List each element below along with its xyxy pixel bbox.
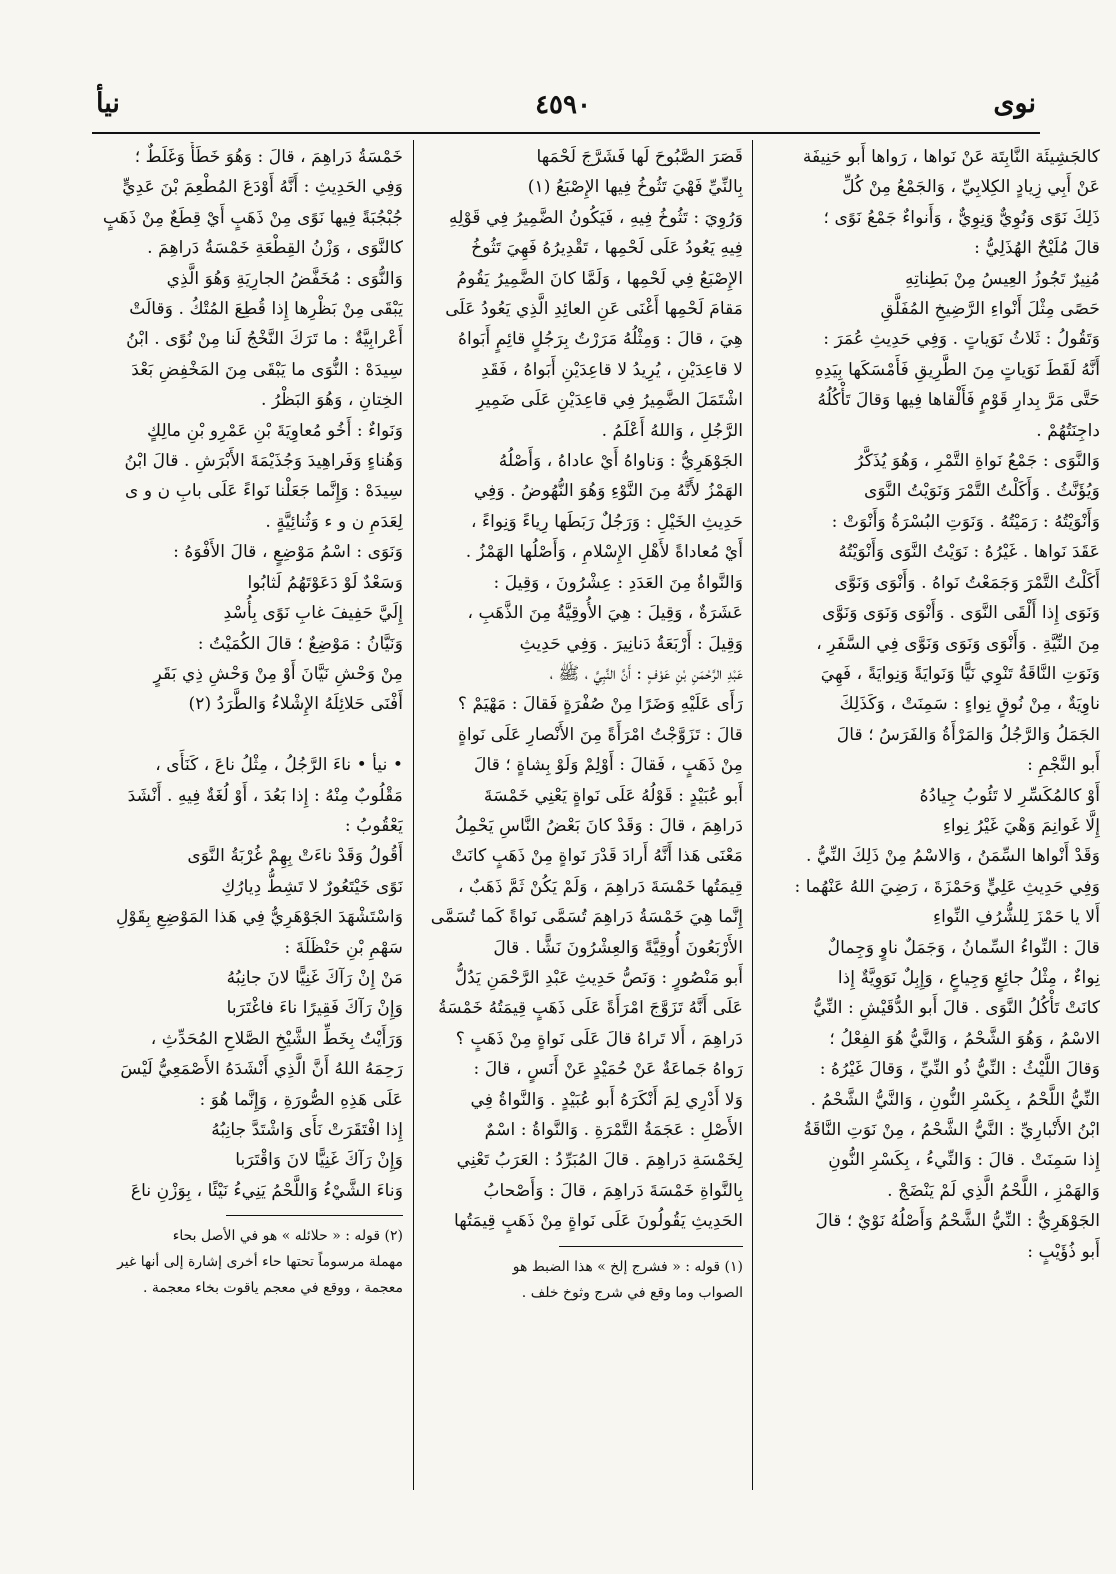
column-divider-left	[413, 140, 414, 1490]
footnote-rule-left	[226, 1215, 403, 1216]
column-left-text: خَمْسَةُ دَراهِمَ ، قالَ : وَهُوَ خَطَأٌ وَغَلَطٌ ؛ وَفِي الحَدِيثِ : أَنَّهُ أَوْدَعَ المُطْعِمَ بْنَ عَدِيٍّ جُبْجُبَةً فِيها نَوًى مِنْ ذَهَبٍ أَيْ قِطَعٌ مِنْ ذَهَبٍ كالنَّوَى ، وَزْنُ القِطْعَةِ خَمْسَةُ دَراهِمَ . وَالنُّوَى : مُخَفَّضُ الجارِيَةِ وَهُوَ الَّذِي يَبْقَى مِنْ بَظْرِها إِذا قُطِعَ المُتْكُ . وَقالَتْ أَعْرابِيَّةٌ : ما تَرَكَ النَّخْجُ لَنا مِنْ نُوًى . ابْنُ سِيدَهْ : النُّوَى ما يَبْقَى مِنَ المَخْفِضِ بَعْدَ الخِتانِ ، وَهُوَ البَظْرُ . وَنَواءٌ : أَخُو مُعاوِيَةَ بْنِ عَمْرِو بْنِ مالِكٍ وَهُناءٍ وَفَراهِيدَ وَجُذَيْمَةَ الأَبْرَشِ . قالَ ابْنُ سِيدَهْ : وَإِنَّما جَعَلْنا نَواءً عَلَى بابِ ن و ى لِعَدَمِ ن و ء وَثُنائِيَّةٍ . وَنَوَى : اسْمُ مَوْضِعٍ ، قالَ الأَفْوَهُ : وَسَعْدٌ لَوْ دَعَوْتَهُمُ لَثابُوا إِلَيَّ حَفِيفَ غابِ نَوًى بِأُسْدِ وَنَيَّانُ : مَوْضِعٌ ؛ قالَ الكُمَيْتُ : مِنْ وَحْشِ نَيَّانَ أَوْ مِنْ وَحْشِ ذِي بَقَرٍ أَفْنَى حَلائِلَهُ الإِشْلاءُ وَالطَّرَدُ (٢) • نيأ • ناءَ الرَّجُلُ ، مِثْلُ ناعَ ، كَنَأَى ، مَقْلُوبٌ مِنْهُ : إِذا بَعُدَ ، أَوْ لُغَةٌ فِيهِ . أَنْشَدَ يَعْقُوبُ : أَقُولُ وَقَدْ ناءَتْ بِهِمْ غُرْبَةُ النَّوَى نَوًى خَيْتَعُورٌ لا تَشِطُّ دِيارُكِ وَاسْتَشْهَدَ الجَوْهَرِيُّ فِي هَذا المَوْضِعِ بِقَوْلِ سَهْمِ بْنِ حَنْظَلَةَ : مَنْ إِنْ رَآكَ غَنِيًّا لانَ جانِبُهُ وَإِنْ رَآكَ فَقِيرًا ناءَ فاغْتَرَبا وَرَأَيْتُ بِخَطِّ الشَّيْخِ الصَّلاحِ المُحَدِّثِ ، رَحِمَهُ اللهُ أَنَّ الَّذِي أَنْشَدَهُ الأَصْمَعِيُّ لَيْسَ عَلَى هَذِهِ الصُّورَةِ ، وَإِنَّما هُوَ : إِذا افْتَقَرَتْ نَأَى وَاشْتَدَّ جانِبُهُ وَإِنْ رَآكَ غَنِيًّا لانَ وَاقْتَرَبا وَناءَ الشَّيْءُ وَاللَّحْمُ يَنِيءُ نَيْئًا ، بِوَزْنِ ناعَ	[102, 147, 403, 1201]
column-divider-right	[752, 140, 753, 1490]
column-right-text: كالجَشِيئَة النَّابِتَة عَنْ نَواها ، رَواها أَبو حَنِيفَة عَنْ أَبِي زِيادٍ الكِلابِيِّ ، وَالجَمْعُ مِنْ كُلِّ ذَلِكَ نَوًى وَنُوِيٌّ وَنِوِيٌّ ، وَأَنواءٌ جَمْعُ نَوًى ؛ قالَ مُلَيْحٌ الهُذَلِيُّ : مُنِيرٌ تَجُوزُ العِيسُ مِنْ بَطِناتِهِ حَصًى مِثْلَ أَنْواءِ الرَّضِيخِ المُفَلَّقِ وَتَقُولُ : ثَلاثُ نَوَياتٍ . وَفِي حَدِيثِ عُمَرَ : أَنَّهُ لَقَطَ نَوَياتٍ مِنَ الطَّرِيقِ فَأَمْسَكَها بِيَدِهِ حَتَّى مَرَّ بِدارِ قَوْمٍ فَأَلْقاها فِيها وَقالَ تَأْكُلُهُ داجِنَتُهُمْ . وَالنَّوَى : جَمْعُ نَواةِ التَّمْرِ ، وَهُوَ يُذَكَّرُ وَيُؤَنَّثُ . وَأَكَلْتُ التَّمْرَ وَنَوَيْتُ النَّوَى وَأَنْوَيْتُهُ : رَمَيْتُهُ . وَنَوَتِ البُسْرَةُ وَأَنْوَتْ : عَقَدَ نَواها . غَيْرُهُ : نَوَيْتُ النَّوَى وَأَنْوَيْتُهُ أَكَلْتُ التَّمْرَ وَجَمَعْتُ نَواهُ . وَأَنْوَى وَنَوَّى وَنَوَى إِذا أَلْقَى النَّوَى . وَأَنْوَى وَنَوَى وَنَوَّى مِنَ النِّيَّةِ . وَأَنْوَى وَنَوَى وَنَوَّى فِي السَّفَرِ ، وَنَوَتِ النَّاقَةُ تَنْوِي نَيًّا وَنَوايَةً وَنِوايَةً ، فَهِيَ ناوِيَةٌ ، مِنْ نُوقٍ نِواءٍ : سَمِنَتْ ، وَكَذَلِكَ الجَمَلُ وَالرَّجُلُ وَالمَرْأَةُ وَالفَرَسُ ؛ قالَ أَبو النَّجْمِ : أَوْ كالمُكَسِّرِ لا تَئُوبُ جِيادُهُ إِلَّا غَوانِمَ وَهْيَ غَيْرُ نِواءِ وَقَدْ أَنْواها السِّمَنُ ، وَالاسْمُ مِنْ ذَلِكَ النِّيُّ . وَفِي حَدِيثِ عَلِيٍّ وَحَمْزَةَ ، رَضِيَ اللهُ عَنْهُما : أَلا يا حَمْزَ لِلشُّرُفِ النِّواءِ قالَ : النِّواءُ السِّمانُ ، وَجَمَلٌ ناوٍ وَجِمالٌ نِواءٌ ، مِثْلُ جائِعٍ وَجِياعٍ ، وَإِبِلٌ نَوَوِيَّةٌ إِذا كانَتْ تَأْكُلُ النَّوَى . قالَ أَبو الدُّقَيْشِ : النِّيُّ الاسْمُ ، وَهُوَ الشَّحْمُ ، وَالنَّيُّ هُوَ الفِعْلُ ؛ وَقالَ اللَّيْثُ : النِّيُّ ذُو النِّيِّ ، وَقالَ غَيْرُهُ : النِّيُّ اللَّحْمُ ، بِكَسْرِ النُّونِ ، وَالنَّيُّ الشَّحْمُ . ابْنُ الأَنْبارِيِّ : النَّيُّ الشَّحْمُ ، مِنْ نَوَتِ النَّاقَةُ إِذا سَمِنَتْ . قالَ : وَالنِّيءُ ، بِكَسْرِ النُّونِ وَالهَمْزِ ، اللَّحْمُ الَّذِي لَمْ يَنْضَجْ . الجَوْهَرِيُّ : النِّيُّ الشَّحْمُ وَأَصْلُهُ نَوْيٌ ؛ قالَ أَبو ذُؤَيْبٍ :	[794, 147, 1100, 1262]
footnote-1: (١) قوله : « فشرج إلخ » هذا الضبط هو الصواب وما وقع في شرج وثوخ خلف .	[512, 1258, 743, 1301]
column-middle	[425, 142, 743, 1306]
column-left	[97, 142, 403, 1301]
footnote-2: (٢) قوله : « حلائله » هو في الأصل بحاء مهملة مرسوماً تحتها حاء أخرى إشارة إلى أنها غير معجمة ، ووقع في معجم ياقوت بخاء معجمة .	[117, 1228, 403, 1297]
column-right	[762, 142, 1100, 1267]
footnote-rule-middle	[559, 1246, 743, 1247]
page-number: ٤٥٩٠	[535, 90, 591, 120]
column-middle-text: قَصَرَ الصَّبُوحَ لَها فَشَرَّجَ لَحْمَها بِالنِّيِّ فَهْيَ تَثُوخُ فِيها الإِصْبَعُ (١) وَرُوِيَ : تَثُوخُ فِيهِ ، فَيَكُونُ الضَّمِيرُ فِي قَوْلِهِ فِيهِ يَعُودُ عَلَى لَحْمِها ، تَقْدِيرُهُ فَهِيَ تَثُوخُ الإِصْبَعُ فِي لَحْمِها ، وَلَمَّا كانَ الضَّمِيرُ يَقُومُ مَقامَ لَحْمِها أَغْنَى عَنِ العائِدِ الَّذِي يَعُودُ عَلَى هِيَ ، قالَ : وَمِثْلُهُ مَرَرْتُ بِرَجُلٍ قائِمٍ أَبَواهُ لا قاعِدَيْنِ ، يُرِيدُ لا قاعِدَيْنِ أَبَواهُ ، فَقَدِ اشْتَمَلَ الضَّمِيرُ فِي قاعِدَيْنِ عَلَى ضَمِيرِ الرَّجُلِ ، وَاللهُ أَعْلَمُ . الجَوْهَرِيُّ : وَناواهُ أَيْ عاداهُ ، وَأَصْلُهُ الهَمْزُ لأَنَّهُ مِنَ النَّوْءِ وَهُوَ النُّهُوضُ . وَفِي حَدِيثِ الخَيْلِ : وَرَجُلٌ رَبَطَها رِياءً وَنِواءً ، أَيْ مُعاداةً لأَهْلِ الإِسْلامِ ، وَأَصْلُها الهَمْزُ . وَالنَّواةُ مِنَ العَدَدِ : عِشْرُونَ ، وَقِيلَ : عَشَرَةٌ ، وَقِيلَ : هِيَ الأُوقِيَّةُ مِنَ الذَّهَبِ ، وَقِيلَ : أَرْبَعَةُ دَنانِيرَ . وَفِي حَدِيثِ عَبْدِ الرَّحْمَنِ بْنِ عَوْفٍ : أَنَّ النَّبِيَّ ، ﷺ ، رَأَى عَلَيْهِ وَضَرًا مِنْ صُفْرَةٍ فَقالَ : مَهْيَمْ ؟ قالَ : تَزَوَّجْتُ امْرَأَةً مِنَ الأَنْصارِ عَلَى نَواةٍ مِنْ ذَهَبٍ ، فَقالَ : أَوْلِمْ وَلَوْ بِشاةٍ ؛ قالَ أَبو عُبَيْدٍ : قَوْلُهُ عَلَى نَواةٍ يَعْنِي خَمْسَةَ دَراهِمَ ، قالَ : وَقَدْ كانَ بَعْضُ النَّاسِ يَحْمِلُ مَعْنَى هَذا أَنَّهُ أَرادَ قَدْرَ نَواةٍ مِنْ ذَهَبٍ كانَتْ قِيمَتُها خَمْسَةَ دَراهِمَ ، وَلَمْ يَكُنْ ثَمَّ ذَهَبٌ ، إِنَّما هِيَ خَمْسَةُ دَراهِمَ تُسَمَّى نَواةً كَما تُسَمَّى الأَرْبَعُونَ أُوقِيَّةً وَالعِشْرُونَ نَشًّا . قالَ أَبو مَنْصُورٍ : وَنَصُّ حَدِيثِ عَبْدِ الرَّحْمَنِ يَدُلُّ عَلَى أَنَّهُ تَزَوَّجَ امْرَأَةً عَلَى ذَهَبٍ قِيمَتُهُ خَمْسَةُ دَراهِمَ ، أَلا تَراهُ قالَ عَلَى نَواةٍ مِنْ ذَهَبٍ ؟ رَواهُ جَماعَةٌ عَنْ حُمَيْدٍ عَنْ أَنَسٍ ، قالَ : وَلا أَدْرِي لِمَ أَنْكَرَهُ أَبو عُبَيْدٍ . وَالنَّواةُ فِي الأَصْلِ : عَجَمَةُ التَّمْرَةِ . وَالنَّواةُ : اسْمٌ لِخَمْسَةِ دَراهِمَ . قالَ المُبَرِّدُ : العَرَبُ تَعْنِي بِالنَّواةِ خَمْسَةَ دَراهِمَ ، قالَ : وَأَصْحابُ الحَدِيثِ يَقُولُونَ عَلَى نَواةٍ مِنْ ذَهَبٍ قِيمَتُها	[430, 147, 743, 1232]
running-head	[90, 88, 1036, 128]
header-right-word: نوى	[993, 88, 1036, 119]
header-rule	[92, 132, 1040, 134]
header-left-word: نيأ	[96, 88, 120, 119]
